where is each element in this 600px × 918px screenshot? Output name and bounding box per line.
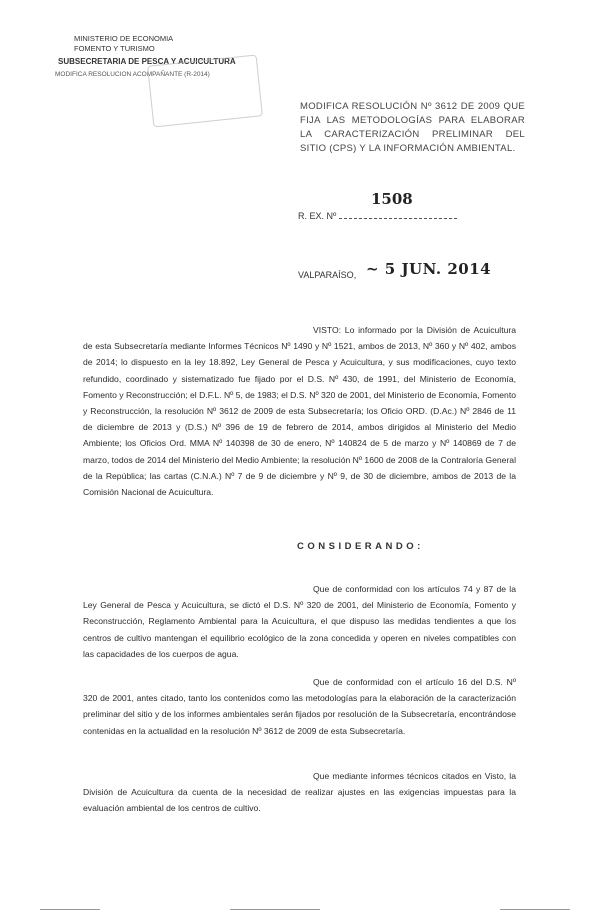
considerando-heading: CONSIDERANDO: <box>297 541 424 552</box>
header-subtitle: MODIFICA RESOLUCION ACOMPAÑANTE (R-2014) <box>55 71 210 78</box>
considerando-paragraph-3 <box>83 768 516 817</box>
ministry-line1: MINISTERIO DE ECONOMIA <box>74 34 174 43</box>
subsecretaria-name: SUBSECRETARIA DE PESCA Y ACUICULTURA <box>58 57 236 66</box>
date-stamp: ~ 5 JUN. 2014 <box>366 260 492 278</box>
footer-scan-marks <box>0 906 600 914</box>
visto-paragraph <box>83 322 516 500</box>
considerando-text-2: Que de conformidad con el artículo 16 del D.S. Nº 320 de 2001, antes citado, tanto los contenidos como las metodologías para la elaboración de la caracterización preliminar del sitio y de los informes ambientales serán fijados por resolución de la Subsecretaría, encontrándose contenidas en la actualidad en la resolución Nº 3612 de 2009 de esta Subsecretaría. <box>83 677 516 736</box>
resolution-subject: MODIFICA RESOLUCIÓN Nº 3612 DE 2009 QUE FIJA LAS METODOLOGÍAS PARA ELABORAR LA CARACTERIZACIÓN PRELIMINAR DEL SITIO (CPS) Y LA INFORMACIÓN AMBIENTAL. <box>300 101 525 154</box>
place: VALPARAÍSO, <box>298 270 357 280</box>
considerando-text-3: Que mediante informes técnicos citados en Visto, la División de Acuicultura da cuenta de la necesidad de realizar ajustes en las exigencias impuestas para la evaluación ambiental de los centros de cultivo. <box>83 771 516 814</box>
considerando-text-1: Que de conformidad con los artículos 74 y 87 de la Ley General de Pesca y Acuicultura, se dictó el D.S. Nº 320 de 2001, del Ministerio de Economía, Fomento y Reconstrucción, Reglamento Ambiental para la Acuicultura, el que dispuso las medidas tendientes a que los centros de cultivo mantengan el equilibrio ecológico de la zona concedida y operen en niveles compatibles con las capacidades de los cuerpos de agua. <box>83 584 516 659</box>
received-stamp <box>147 54 263 127</box>
resolution-label-row <box>298 210 457 221</box>
considerando-paragraph-2 <box>83 674 516 739</box>
ministry-line2: FOMENTO Y TURISMO <box>74 44 155 53</box>
considerando-paragraph-1 <box>83 581 516 662</box>
ministry-header <box>74 34 173 54</box>
visto-text: VISTO: Lo informado por la División de Acuicultura de esta Subsecretaría mediante Informes Técnicos Nº 1490 y Nº 1521, ambos de 2013, Nº 360 y Nº 402, ambos de 2014; lo dispuesto en la ley 18.892, Ley General de Pesca y Acuicultura, y sus modificaciones, cuyo texto refundido, coordinado y sistematizado fue fijado por el D.S. Nº 430, de 1991, del Ministerio de Economía, Fomento y Reconstrucción; el D.F.L. Nº 5, de 1983; el D.S. Nº 320 de 2001, del Ministerio de Economía, Fomento y Reconstrucción, la resolución Nº 3612 de 2009 de esta Subsecretaría; los Oficio ORD. (D.Ac.) Nº 2846 de 11 de diciembre de 2013 y (D.S.) Nº 396 de 19 de febrero de 2014, ambos dirigidos al Ministerio del Medio Ambiente; los Oficios Ord. MMA Nº 140398 de 30 de enero, Nº 140824 de 5 de marzo y Nº 140869 de 7 de marzo, todos de 2014 del Ministerio del Medio Ambiente; la resolución Nº 1600 de 2008 de la Contraloría General de la República; las cartas (C.N.A.) Nº 7 de 9 de diciembre y Nº 9, de 30 de diciembre, ambos de 2013 de la Comisión Nacional de Acuicultura. <box>83 325 516 498</box>
resolution-number-line <box>339 210 457 219</box>
resolution-number: 1508 <box>371 190 413 208</box>
resolution-label: R. EX. Nº <box>298 211 337 221</box>
